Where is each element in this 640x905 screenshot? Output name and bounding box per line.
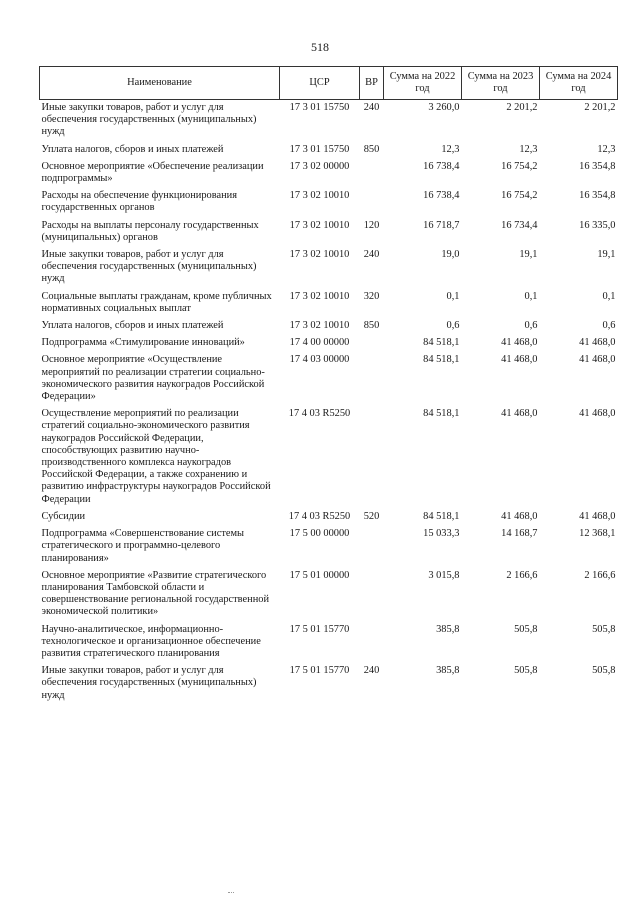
row-sum-2023: 0,1 <box>524 290 538 302</box>
row-name: Подпрограмма «Стимулирование инноваций» <box>41 337 245 349</box>
row-name: Уплата налогов, сборов и иных платежей <box>41 320 224 332</box>
row-sum-2023: 16 734,4 <box>501 219 538 231</box>
row-name: Уплата налогов, сборов и иных платежей <box>41 143 224 155</box>
header-name: Наименование <box>40 67 280 100</box>
row-sum-2022: 84 518,1 <box>423 408 460 420</box>
row-vr: 240 <box>363 665 380 677</box>
table-row <box>40 142 618 159</box>
row-sum-2024: 505,8 <box>592 623 616 635</box>
row-vr <box>360 526 384 568</box>
table-row <box>40 568 618 622</box>
row-sum-2023: 0,6 <box>524 320 538 332</box>
row-vr: 240 <box>363 249 380 261</box>
row-name: Иные закупки товаров, работ и услуг для обеспечения государственных (муниципальных) нужд <box>41 102 257 138</box>
row-sum-2022: 16 718,7 <box>423 219 460 231</box>
row-name: Иные закупки товаров, работ и услуг для обеспечения государственных (муниципальных) нужд <box>41 249 257 285</box>
row-sum-2022: 16 738,4 <box>423 190 460 202</box>
row-sum-2023: 19,1 <box>519 249 538 261</box>
row-sum-2024: 0,1 <box>602 290 616 302</box>
table-row <box>40 352 618 406</box>
row-name: Расходы на выплаты персоналу государственных (муниципальных) органов <box>41 219 259 243</box>
scan-mark <box>228 892 234 895</box>
row-sum-2023: 12,3 <box>519 143 538 155</box>
row-csr: 17 4 03 R5250 <box>288 408 351 420</box>
page-number: 518 <box>311 40 329 54</box>
header-sum-2024: Сумма на 2024 год <box>540 67 618 100</box>
row-sum-2022: 15 033,3 <box>423 528 460 540</box>
row-csr: 17 3 02 10010 <box>289 320 350 332</box>
row-sum-2024: 12,3 <box>597 143 616 155</box>
row-vr: 850 <box>363 320 380 332</box>
row-vr: 240 <box>363 102 380 113</box>
row-vr <box>360 335 384 352</box>
row-vr <box>360 188 384 217</box>
row-sum-2023: 41 468,0 <box>501 354 538 366</box>
row-sum-2022: 385,8 <box>436 665 460 677</box>
row-vr <box>360 352 384 406</box>
table-row <box>40 335 618 352</box>
row-name: Основное мероприятие «Обеспечение реализации подпрограммы» <box>41 160 264 185</box>
row-sum-2022: 16 738,4 <box>423 160 460 172</box>
row-sum-2023: 505,8 <box>514 623 538 635</box>
row-csr: 17 5 01 15770 <box>289 623 350 635</box>
row-csr: 17 5 01 00000 <box>289 569 350 581</box>
row-csr: 17 4 03 00000 <box>289 354 350 366</box>
table-row <box>40 188 618 217</box>
table-row <box>40 218 618 247</box>
row-name: Основное мероприятие «Осуществление мероприятий по реализации стратегии социально-экономического развития наукоградов Российской Федерации» <box>41 354 265 403</box>
row-name: Научно-аналитическое, информационно-технологическое и организационное обеспечение развития стратегического планирования <box>41 623 261 659</box>
row-sum-2022: 0,1 <box>446 290 460 302</box>
row-sum-2024: 2 201,2 <box>584 102 616 113</box>
table-row <box>40 663 618 705</box>
row-sum-2023: 41 468,0 <box>501 510 538 522</box>
header-sum-2023: Сумма на 2023 год <box>462 67 540 100</box>
row-name: Основное мероприятие «Развитие стратегического планирования Тамбовской области и совершенствование региональной государственной экономической политики» <box>41 569 270 618</box>
row-sum-2024: 41 468,0 <box>579 337 616 349</box>
row-name: Расходы на обеспечение функционирования государственных органов <box>41 190 237 214</box>
row-name: Подпрограмма «Совершенствование системы стратегического и программно-целевого планирования» <box>41 528 245 564</box>
table-row <box>40 247 618 289</box>
row-vr: 120 <box>363 219 380 231</box>
table-row <box>40 622 618 664</box>
header-sum-2022: Сумма на 2022 год <box>384 67 462 100</box>
row-sum-2024: 16 354,8 <box>579 160 616 172</box>
row-vr <box>360 568 384 622</box>
header-csr: ЦСР <box>280 67 360 100</box>
row-csr: 17 5 00 00000 <box>289 528 350 540</box>
row-vr: 850 <box>363 143 380 155</box>
row-sum-2023: 16 754,2 <box>501 190 538 202</box>
row-sum-2022: 84 518,1 <box>423 354 460 366</box>
table-row <box>40 318 618 335</box>
row-sum-2022: 3 260,0 <box>428 102 460 113</box>
row-csr: 17 4 00 00000 <box>289 337 350 349</box>
row-sum-2024: 16 354,8 <box>579 190 616 202</box>
row-sum-2022: 0,6 <box>446 320 460 332</box>
row-sum-2022: 3 015,8 <box>428 569 460 581</box>
row-csr: 17 4 03 R5250 <box>288 510 351 522</box>
table-row <box>40 526 618 568</box>
row-csr: 17 3 01 15750 <box>289 102 350 113</box>
table-row <box>40 159 618 188</box>
table-row <box>40 289 618 318</box>
table-body <box>40 100 618 705</box>
row-sum-2024: 2 166,6 <box>584 569 616 581</box>
row-name: Осуществление мероприятий по реализации стратегий социально-экономического развития наукоградов Российской Федерации, способствующих развитию научно-производственного комплекса наукоградов Российской Федерации, а также сохранению и развитию инфраструктуры наукоградов Российской Федерации <box>41 408 271 505</box>
row-sum-2022: 84 518,1 <box>423 337 460 349</box>
row-sum-2023: 41 468,0 <box>501 337 538 349</box>
row-csr: 17 3 02 10010 <box>289 219 350 231</box>
row-sum-2024: 505,8 <box>592 665 616 677</box>
row-sum-2024: 16 335,0 <box>579 219 616 231</box>
row-sum-2024: 19,1 <box>597 249 616 261</box>
row-sum-2024: 0,6 <box>602 320 616 332</box>
row-sum-2023: 2 201,2 <box>506 102 538 113</box>
row-sum-2024: 41 468,0 <box>579 354 616 366</box>
row-vr: 320 <box>363 290 380 302</box>
row-csr: 17 3 02 10010 <box>289 290 350 302</box>
table-row <box>40 406 618 509</box>
row-sum-2024: 12 368,1 <box>579 528 616 540</box>
row-sum-2023: 14 168,7 <box>501 528 538 540</box>
row-sum-2023: 2 166,6 <box>506 569 538 581</box>
row-vr <box>360 622 384 664</box>
row-sum-2022: 385,8 <box>436 623 460 635</box>
row-vr <box>360 406 384 509</box>
row-vr <box>360 159 384 188</box>
row-sum-2024: 41 468,0 <box>579 408 616 420</box>
row-sum-2022: 19,0 <box>441 249 460 261</box>
row-name: Субсидии <box>41 510 86 522</box>
row-csr: 17 5 01 15770 <box>289 665 350 677</box>
table-header-row <box>40 67 618 100</box>
row-csr: 17 3 02 10010 <box>289 190 350 202</box>
row-sum-2023: 505,8 <box>514 665 538 677</box>
row-csr: 17 3 02 00000 <box>289 160 350 172</box>
row-sum-2022: 84 518,1 <box>423 510 460 522</box>
row-sum-2023: 41 468,0 <box>501 408 538 420</box>
row-name: Социальные выплаты гражданам, кроме публичных нормативных социальных выплат <box>41 290 272 314</box>
row-sum-2023: 16 754,2 <box>501 160 538 172</box>
table-row <box>40 509 618 526</box>
row-sum-2022: 12,3 <box>441 143 460 155</box>
row-csr: 17 3 02 10010 <box>289 249 350 261</box>
row-vr: 520 <box>363 510 380 522</box>
budget-table <box>39 66 618 705</box>
table-row <box>40 100 618 142</box>
row-csr: 17 3 01 15750 <box>289 143 350 155</box>
row-name: Иные закупки товаров, работ и услуг для обеспечения государственных (муниципальных) нужд <box>41 665 257 701</box>
header-vr: ВР <box>360 67 384 100</box>
row-sum-2024: 41 468,0 <box>579 510 616 522</box>
